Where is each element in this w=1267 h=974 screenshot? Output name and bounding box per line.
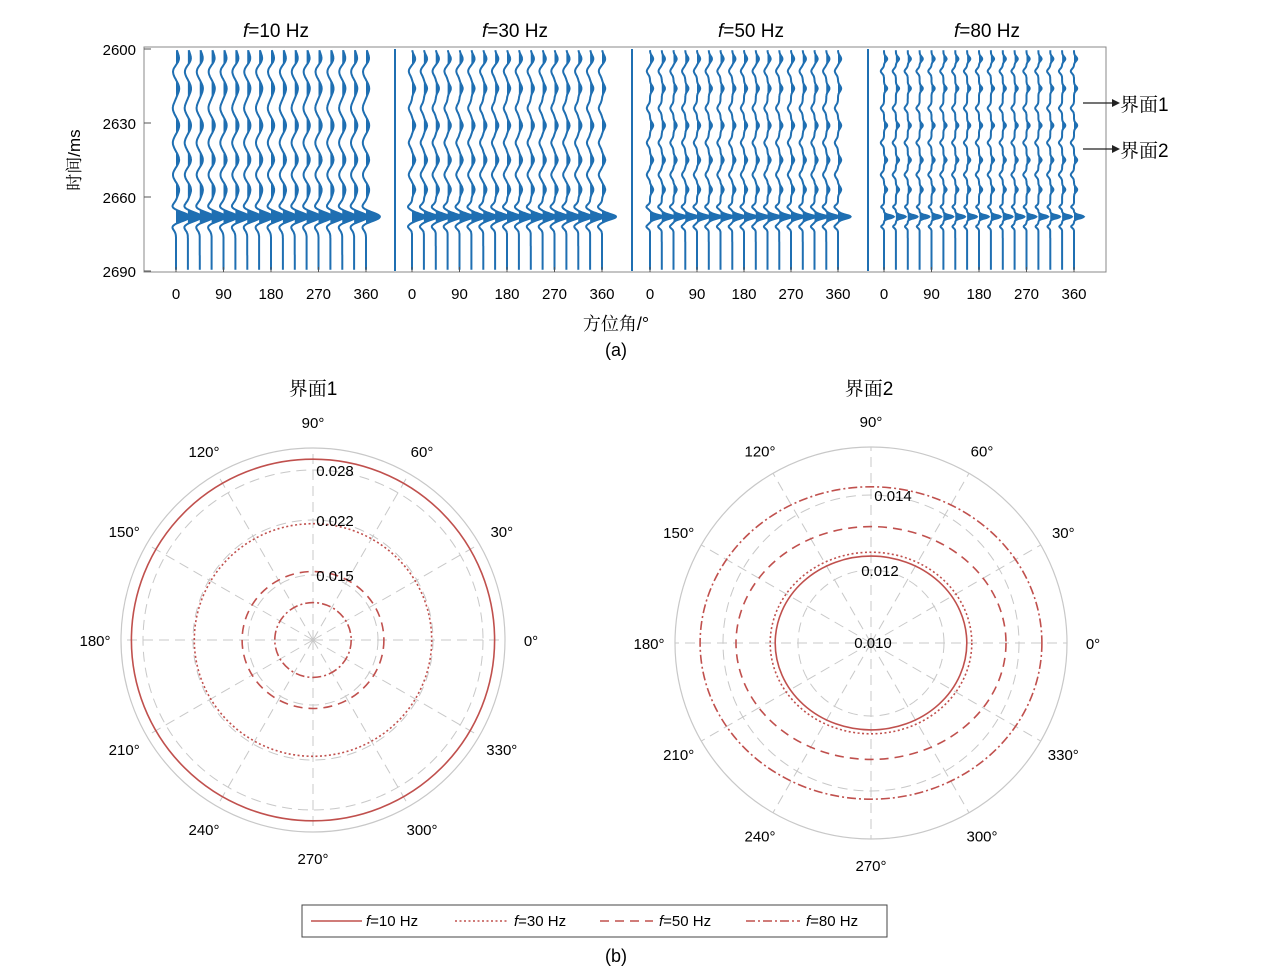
group-title-50hz: f=50 Hz [717, 21, 785, 42]
panel-b-caption: (b) [605, 946, 627, 966]
polar-angle-label: 240° [744, 828, 776, 846]
polar-angle-label: 300° [966, 828, 998, 846]
trace-line [740, 50, 756, 270]
trace-line [940, 50, 953, 270]
trace-fill [1038, 212, 1048, 221]
legend [302, 905, 887, 937]
x-tick-label: 90 [451, 286, 468, 303]
arrow-head-interface-2 [1112, 145, 1120, 153]
polar-radial-tick-label: 0.012 [861, 563, 899, 580]
polar-spoke [147, 544, 313, 640]
trace-line [787, 50, 803, 270]
trace-fill [967, 212, 977, 221]
x-tick-label: 90 [923, 286, 940, 303]
x-tick-label: 360 [825, 286, 851, 303]
polar-angle-label: 90° [859, 414, 883, 431]
legend-label-50hz: f=50 Hz [659, 913, 712, 930]
interface-annotations [1083, 94, 1169, 162]
x-tick-label: 360 [589, 286, 615, 303]
trace-line [1000, 50, 1013, 270]
trace-fill [932, 212, 942, 221]
legend-label-10hz: f=10 Hz [366, 913, 419, 930]
trace-line [834, 50, 850, 270]
polar-chart-interface-1 [79, 415, 538, 868]
trace-line [1059, 50, 1072, 270]
trace-line [776, 50, 792, 270]
y-tick-label: 2690 [102, 264, 136, 281]
trace-fill [1003, 212, 1013, 221]
trace-fill [920, 212, 930, 221]
panel-a-caption: (a) [605, 340, 627, 360]
polar-angle-label: 60° [410, 444, 434, 462]
trace-fill [908, 212, 918, 221]
trace-line [976, 50, 989, 270]
trace-line [764, 50, 780, 270]
polar-angle-label: 150° [108, 524, 140, 541]
x-tick-label: 270 [1013, 286, 1040, 303]
polar-angle-label: 0° [523, 633, 539, 650]
polar-angle-label: 270° [855, 858, 887, 875]
polar-angle-label: 240° [188, 821, 220, 839]
x-tick-label: 90 [688, 286, 706, 303]
trace-line [1023, 50, 1036, 270]
polar-spoke [773, 643, 871, 813]
x-tick-label: 270 [778, 286, 804, 303]
x-tick-label: 0 [645, 286, 655, 303]
polar-spoke [313, 474, 409, 640]
trace-fill [991, 212, 1001, 221]
x-tick-label: 180 [494, 286, 520, 303]
trace-line [811, 50, 827, 270]
polar-angle-label: 120° [188, 444, 220, 462]
polar-angle-label: 120° [744, 443, 776, 461]
trace-fill [1027, 212, 1037, 221]
x-tick-label: 180 [731, 286, 757, 303]
panel-a-seismogram [65, 21, 1169, 360]
trace-fill [955, 212, 965, 221]
trace-line [670, 50, 686, 270]
trace-line [1047, 50, 1060, 270]
polar-title-interface-1: 界面1 [288, 379, 338, 400]
group-title-30hz: f=30 Hz [481, 21, 549, 42]
x-tick-label: 270 [305, 286, 332, 303]
x-tick-label: 90 [215, 286, 232, 303]
polar-spoke [147, 640, 313, 736]
polar-spoke [871, 643, 969, 813]
x-tick-label: 360 [1061, 286, 1087, 303]
x-tick-label: 360 [353, 286, 379, 303]
polar-angle-label: 330° [486, 742, 518, 759]
polar-radial-tick-label: 0.014 [874, 488, 912, 505]
polar-angle-label: 270° [297, 851, 329, 868]
trace-line [705, 50, 721, 270]
polar-chart-interface-2 [633, 414, 1100, 875]
trace-line [682, 50, 698, 270]
y-tick-label: 2630 [102, 116, 136, 133]
trace-line [658, 50, 674, 270]
polar-angle-label: 180° [633, 636, 665, 653]
y-tick-label: 2600 [102, 42, 136, 59]
trace-line [1011, 50, 1024, 270]
trace-fill [1074, 212, 1084, 221]
trace-line [823, 50, 839, 270]
y-axis-label: 时间/ms [65, 129, 84, 191]
arrow-head-interface-1 [1112, 99, 1120, 107]
x-axis-label: 方位角/° [582, 314, 650, 334]
x-tick-label: 180 [966, 286, 992, 303]
x-tick-label: 0 [407, 286, 417, 303]
trace-line [988, 50, 1001, 270]
trace-line [964, 50, 977, 270]
annotation-interface-2: 界面2 [1120, 141, 1169, 162]
polar-spoke [773, 473, 871, 643]
trace-line [881, 50, 894, 270]
panel-a-frame [144, 47, 1106, 272]
polar-spoke [313, 640, 409, 806]
polar-angle-label: 30° [490, 524, 514, 541]
polar-angle-label: 210° [108, 742, 140, 759]
polar-angle-label: 330° [1047, 747, 1079, 764]
polar-spoke [313, 640, 479, 736]
group-title-10hz: f=10 Hz [242, 21, 310, 42]
polar-angle-label: 180° [79, 633, 111, 650]
group-dividers [395, 49, 868, 271]
trace-line [717, 50, 733, 270]
polar-spoke [217, 474, 313, 640]
trace-fill [943, 212, 953, 221]
x-tick-label: 0 [879, 286, 889, 303]
trace-fill [1050, 212, 1060, 221]
polar-angle-label: 0° [1085, 636, 1101, 653]
annotation-interface-1: 界面1 [1120, 95, 1169, 116]
polar-radial-tick-label: 0.010 [854, 635, 892, 652]
polar-radial-tick-label: 0.015 [316, 568, 354, 585]
legend-label-80hz: f=80 Hz [806, 913, 859, 930]
trace-fill [1015, 212, 1025, 221]
trace-fill [1062, 212, 1072, 221]
trace-line [646, 50, 662, 270]
polar-title-interface-2: 界面2 [844, 379, 894, 400]
x-tick-label: 0 [171, 286, 181, 303]
trace-line [1071, 50, 1084, 270]
polar-radial-tick-label: 0.028 [316, 463, 354, 480]
trace-line [799, 50, 815, 270]
y-axis [65, 42, 151, 281]
trace-line [693, 50, 709, 270]
trace-fill [884, 212, 894, 221]
polar-radial-tick-label: 0.022 [316, 513, 354, 530]
x-tick-label: 180 [258, 286, 284, 303]
legend-label-30hz: f=30 Hz [514, 913, 567, 930]
trace-fill [979, 212, 989, 221]
group-title-80hz: f=80 Hz [953, 21, 1021, 42]
polar-angle-label: 150° [663, 525, 695, 542]
trace-line [916, 50, 929, 270]
trace-line [598, 50, 616, 270]
trace-line [893, 50, 906, 270]
polar-angle-label: 210° [663, 747, 695, 764]
polar-angle-label: 300° [406, 821, 438, 839]
trace-line [363, 50, 380, 270]
polar-angle-label: 30° [1051, 525, 1075, 542]
polar-spoke [217, 640, 313, 806]
polar-angle-label: 90° [301, 415, 325, 432]
trace-line [1035, 50, 1048, 270]
group-titles [243, 21, 1020, 42]
trace-fill [896, 212, 906, 221]
trace-line [905, 50, 918, 270]
y-tick-label: 2660 [102, 190, 136, 207]
trace-line [952, 50, 965, 270]
x-tick-label: 270 [541, 286, 568, 303]
trace-line [928, 50, 941, 270]
polar-angle-label: 60° [970, 443, 994, 461]
trace-line [729, 50, 745, 270]
wiggle-traces [173, 50, 1084, 270]
trace-line [752, 50, 768, 270]
polar-spoke [313, 544, 479, 640]
